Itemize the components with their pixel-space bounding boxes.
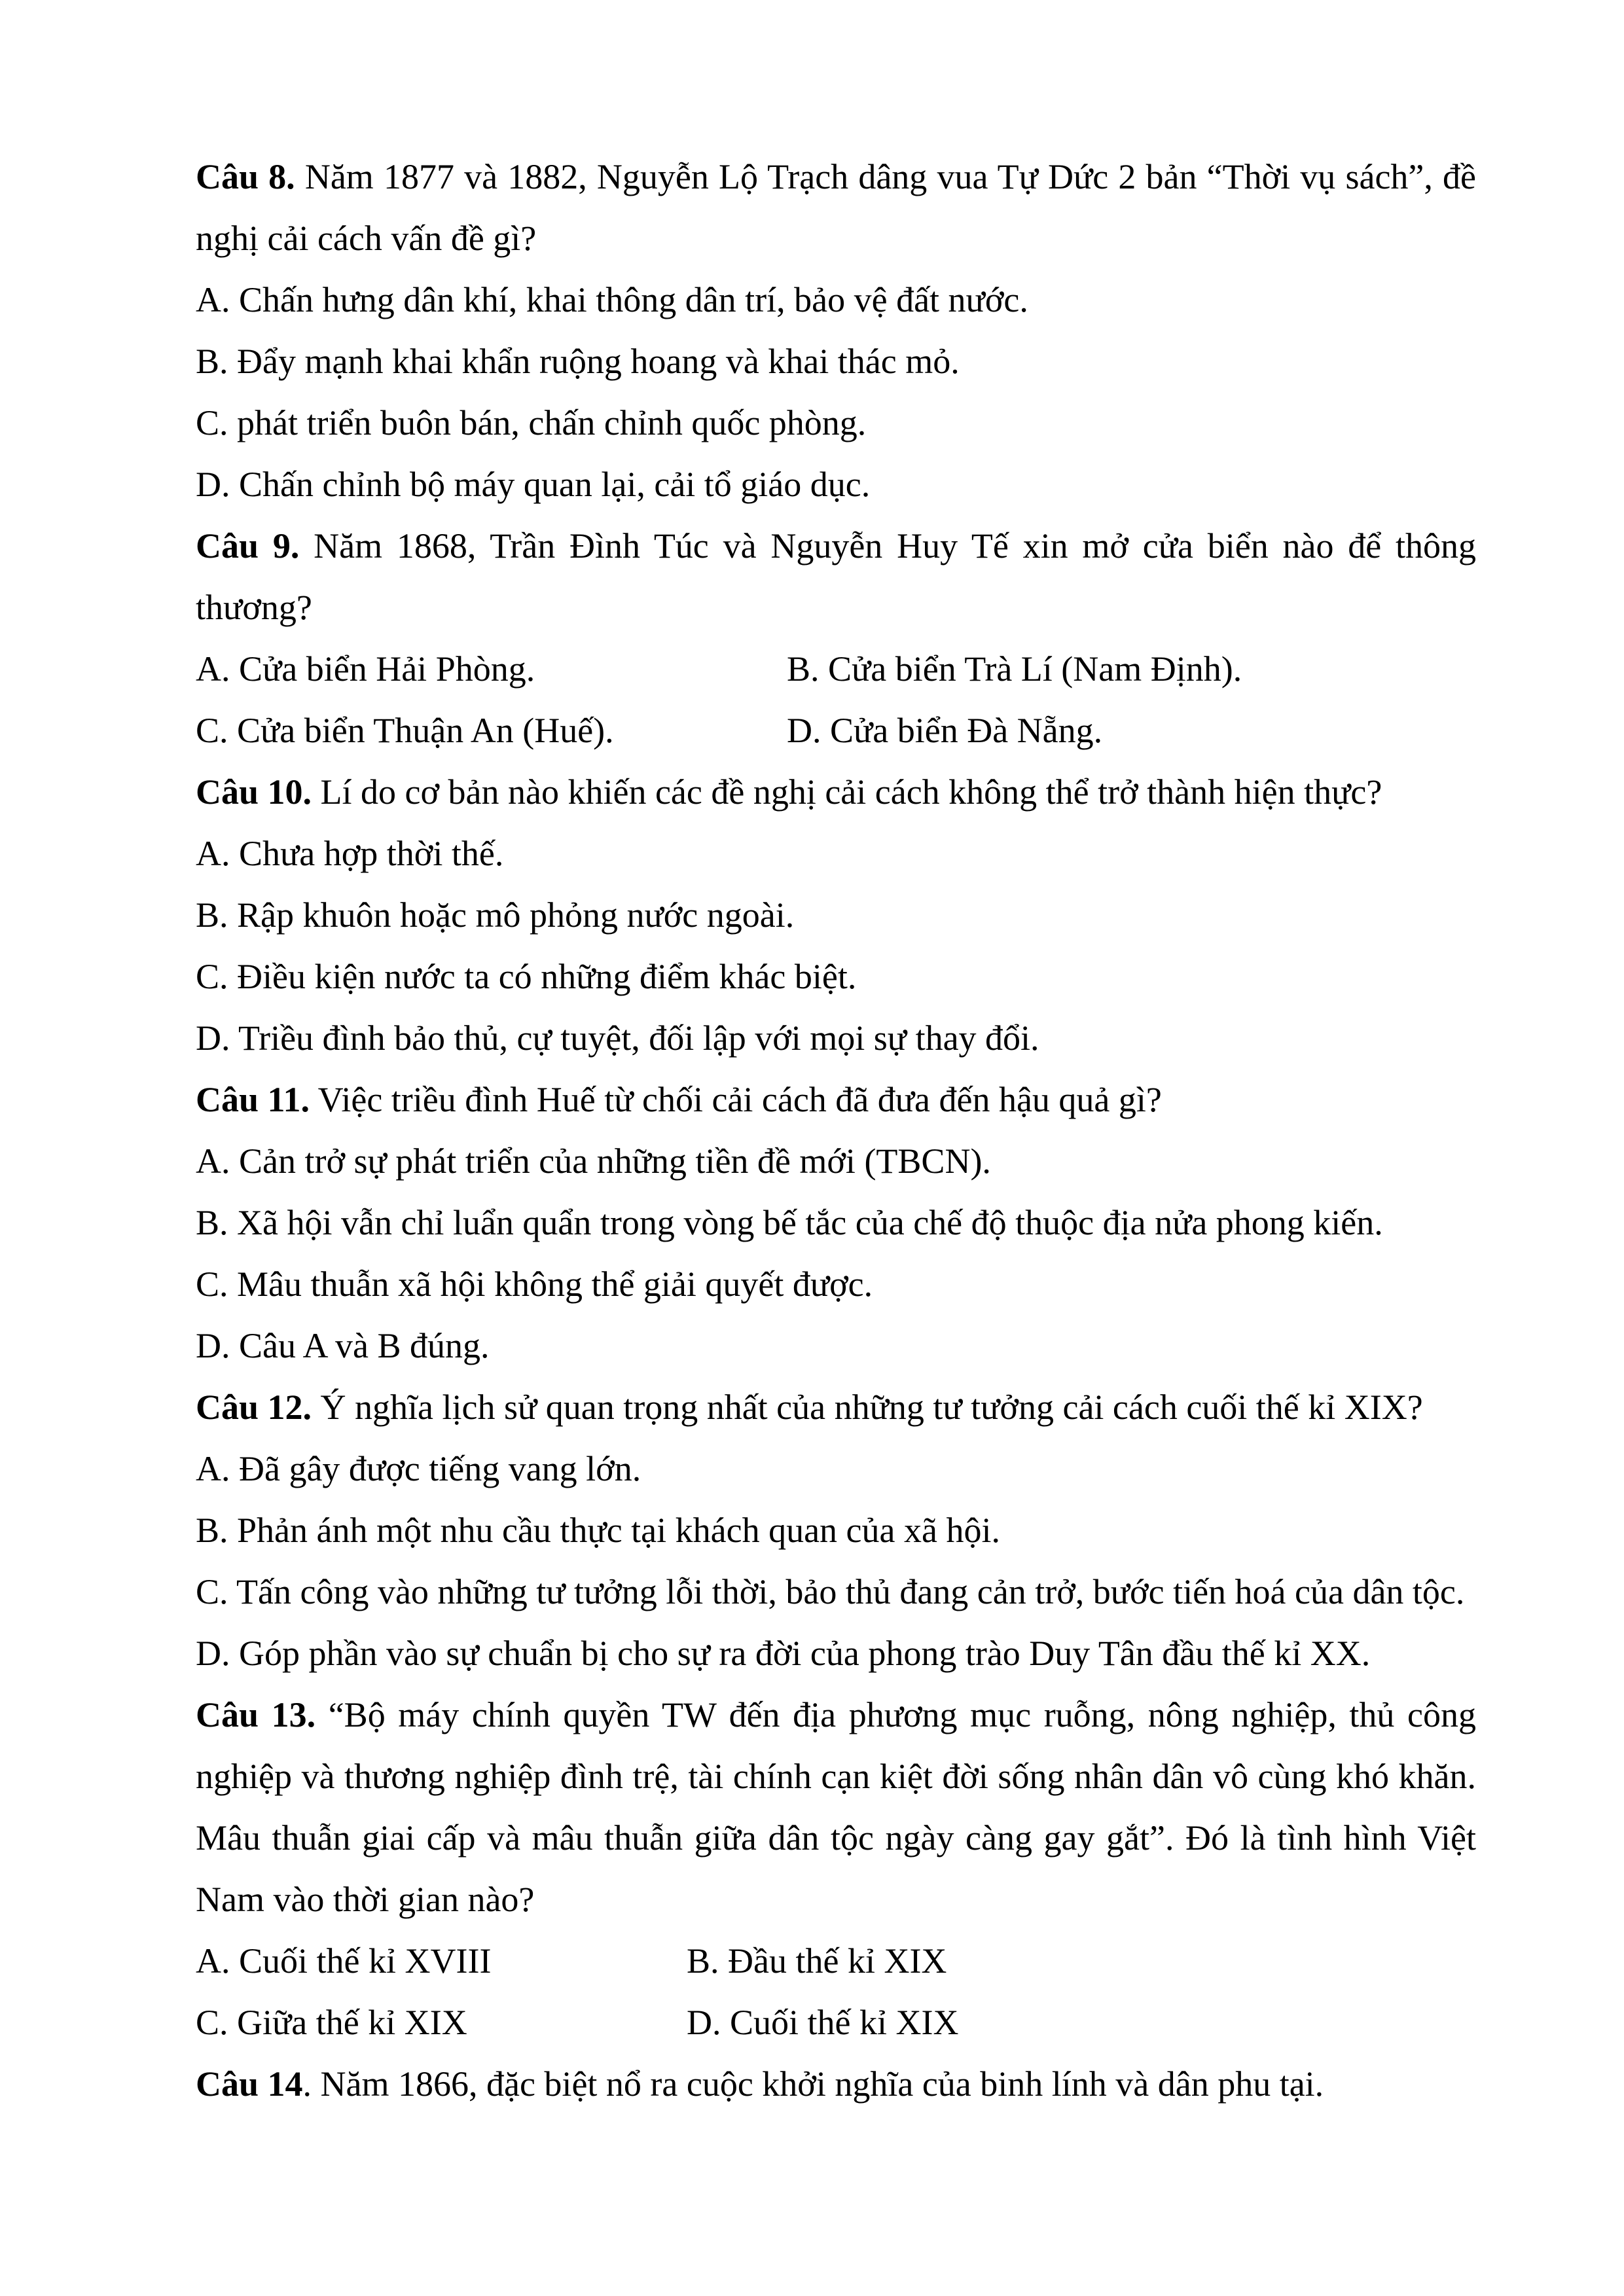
- option: C. Tấn công vào những tư tưởng lỗi thời, bảo thủ đang cản trở, bước tiến hoá của dân tộc.: [196, 1572, 1465, 1611]
- option: D. Câu A và B đúng.: [196, 1326, 490, 1365]
- option: A. Chấn hưng dân khí, khai thông dân trí, bảo vệ đất nước.: [196, 280, 1028, 319]
- option: D. Cửa biển Đà Nẵng.: [787, 711, 1103, 750]
- option: D. Triều đình bảo thủ, cự tuyệt, đối lập với mọi sự thay đổi.: [196, 1018, 1039, 1058]
- question-text: Lí do cơ bản nào khiến các đề nghị cải cách không thể trở thành hiện thực?: [320, 772, 1382, 812]
- options-row: [196, 1992, 1476, 2053]
- option: D. Cuối thế kỉ XIX: [687, 2003, 959, 2042]
- question-label: Câu 10.: [196, 772, 312, 812]
- question-text: Năm 1868, Trần Đình Túc và Nguyễn Huy Tế xin mở cửa biển nào để thông thương?: [196, 526, 1477, 627]
- question-text: Ý nghĩa lịch sử quan trọng nhất của những tư tưởng cải cách cuối thế kỉ XIX?: [320, 1388, 1423, 1427]
- option: A. Đã gây được tiếng vang lớn.: [196, 1449, 641, 1488]
- options-row: [196, 638, 1476, 700]
- question-10-stem: [196, 761, 1476, 823]
- options-row: [196, 700, 1476, 761]
- question-13-stem: [196, 1684, 1476, 1930]
- option: B. Xã hội vẫn chỉ luẩn quẩn trong vòng bế tắc của chế độ thuộc địa nửa phong kiến.: [196, 1203, 1383, 1242]
- option: B. Đầu thế kỉ XIX: [687, 1941, 947, 1981]
- question-8-stem: [196, 146, 1476, 269]
- options-row: [196, 1930, 1476, 1992]
- question-14-stem: [196, 2053, 1476, 2115]
- question-label: Câu 13.: [196, 1695, 316, 1734]
- option: C. Giữa thế kỉ XIX: [196, 2003, 467, 2042]
- option: B. Phản ánh một nhu cầu thực tại khách quan của xã hội.: [196, 1511, 1000, 1550]
- option: A. Cản trở sự phát triển của những tiền đề mới (TBCN).: [196, 1141, 991, 1181]
- question-label: Câu 14: [196, 2064, 303, 2104]
- option: B. Cửa biển Trà Lí (Nam Định).: [787, 649, 1242, 689]
- question-12-stem: [196, 1376, 1476, 1438]
- question-text: Việc triều đình Huế từ chối cải cách đã đưa đến hậu quả gì?: [317, 1080, 1162, 1119]
- question-label: Câu 11.: [196, 1080, 310, 1119]
- question-label: Câu 12.: [196, 1388, 312, 1427]
- option: B. Rập khuôn hoặc mô phỏng nước ngoài.: [196, 895, 795, 935]
- option: A. Chưa hợp thời thế.: [196, 834, 504, 873]
- option: C. phát triển buôn bán, chấn chỉnh quốc phòng.: [196, 403, 867, 442]
- option: C. Mâu thuẫn xã hội không thể giải quyết được.: [196, 1265, 873, 1304]
- option: C. Cửa biển Thuận An (Huế).: [196, 711, 614, 750]
- option: D. Góp phần vào sự chuẩn bị cho sự ra đời của phong trào Duy Tân đầu thế kỉ XX.: [196, 1634, 1371, 1673]
- option: B. Đẩy mạnh khai khẩn ruộng hoang và khai thác mỏ.: [196, 342, 960, 381]
- option: C. Điều kiện nước ta có những điểm khác biệt.: [196, 957, 857, 996]
- question-text: . Năm 1866, đặc biệt nổ ra cuộc khởi nghĩa của binh lính và dân phu tại.: [302, 2064, 1324, 2104]
- document-page: [196, 146, 1476, 2115]
- question-text: Năm 1877 và 1882, Nguyễn Lộ Trạch dâng vua Tự Dức 2 bản “Thời vụ sách”, đề nghị cải cách vấn đề gì?: [196, 157, 1476, 258]
- option: A. Cuối thế kỉ XVIII: [196, 1941, 492, 1981]
- option: A. Cửa biển Hải Phòng.: [196, 649, 535, 689]
- option: D. Chấn chỉnh bộ máy quan lại, cải tổ giáo dục.: [196, 465, 871, 504]
- question-label: Câu 9.: [196, 526, 300, 565]
- question-9-stem: [196, 515, 1476, 638]
- question-label: Câu 8.: [196, 157, 295, 196]
- question-text: “Bộ máy chính quyền TW đến địa phương mục ruỗng, nông nghiệp, thủ công nghiệp và thương nghiệp đình trệ, tài chính cạn kiệt đời sống nhân dân vô cùng khó khăn. Mâu thuẫn giai cấp và mâu thuẫn giữa dân tộc ngày càng gay gắt”. Đó là tình hình Việt Nam vào thời gian nào?: [196, 1695, 1476, 1919]
- question-11-stem: [196, 1069, 1476, 1130]
